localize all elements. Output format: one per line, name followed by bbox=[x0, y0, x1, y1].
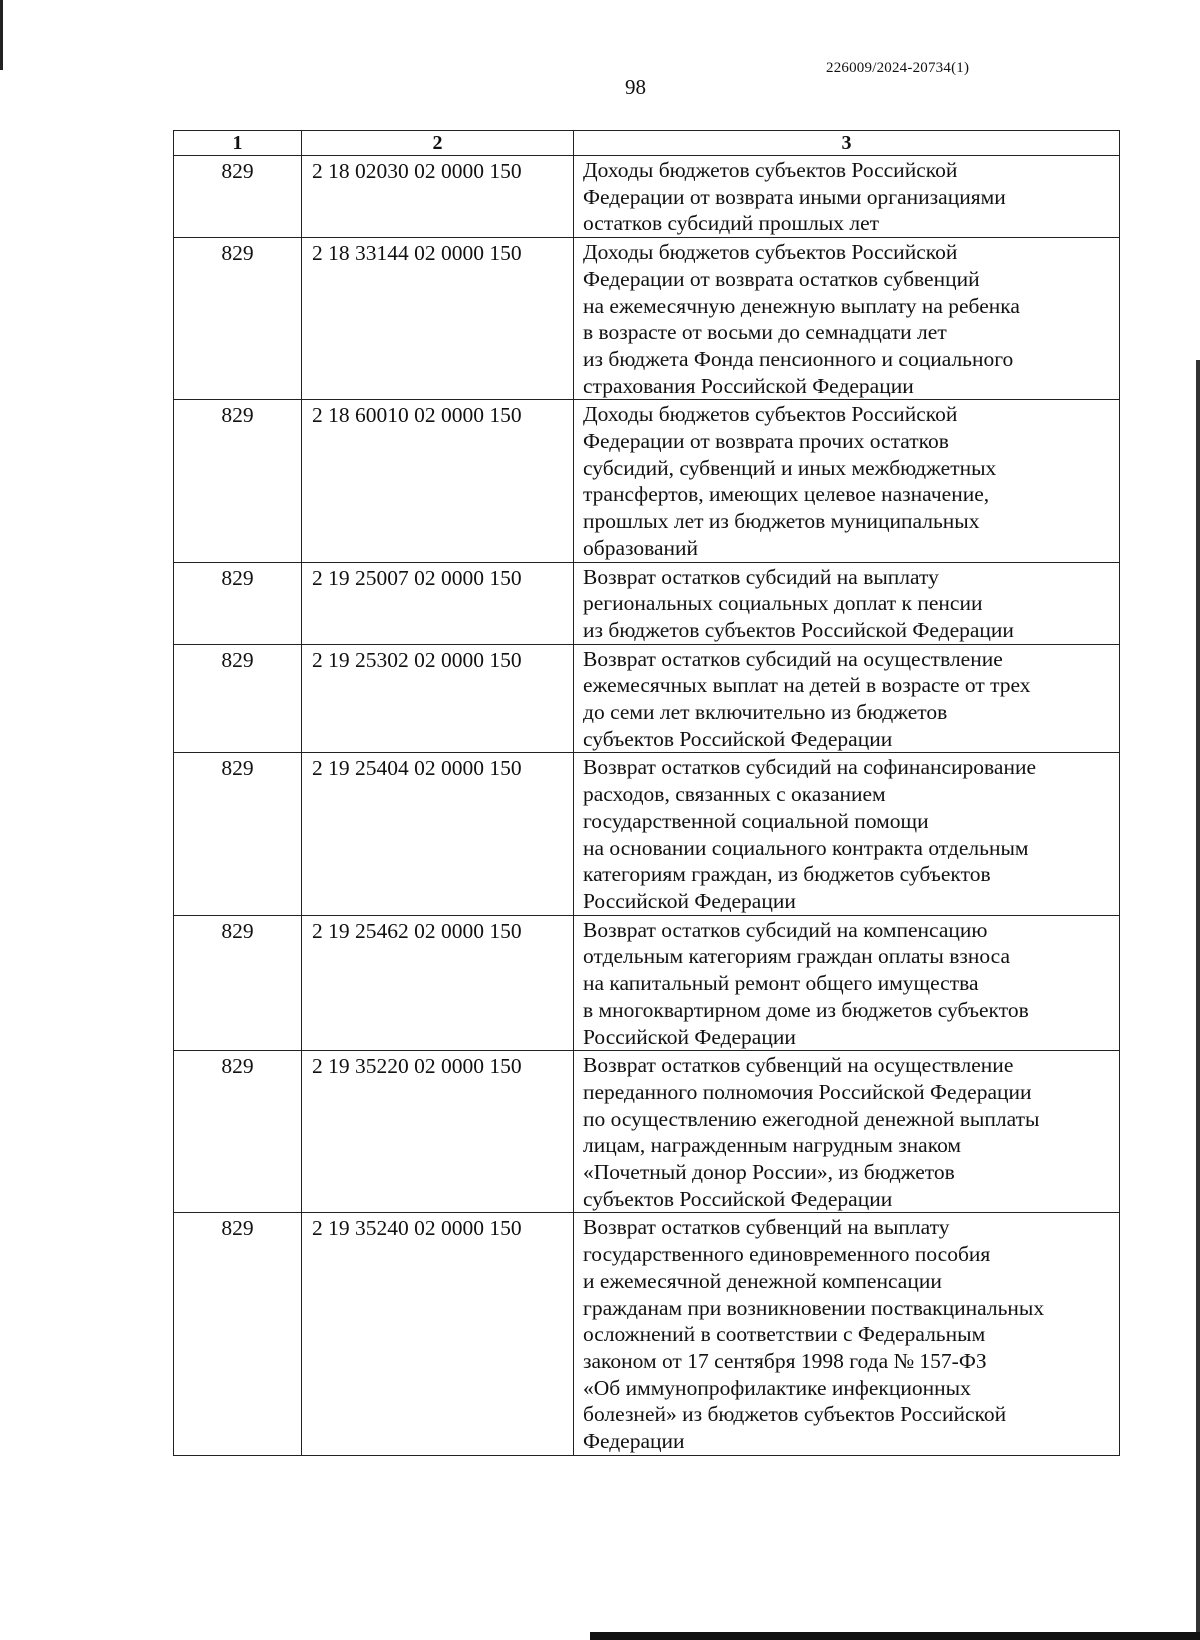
budget-codes-table bbox=[173, 130, 1120, 1456]
scan-edge-left bbox=[0, 0, 3, 70]
budget-code-cell: 2 18 02030 02 0000 150 bbox=[302, 156, 574, 238]
description-cell bbox=[574, 1051, 1120, 1213]
description-line: «Почетный донор России», из бюджетов bbox=[583, 1160, 955, 1185]
description-line: по осуществлению ежегодной денежной выплаты bbox=[583, 1106, 1040, 1131]
description-line: в возрасте от восьми до семнадцати лет bbox=[583, 320, 947, 345]
budget-code-cell: 2 18 60010 02 0000 150 bbox=[302, 400, 574, 562]
description-line: субъектов Российской Федерации bbox=[583, 1186, 893, 1211]
table-row bbox=[174, 400, 1120, 562]
description-line: остатков субсидий прошлых лет bbox=[583, 211, 880, 236]
description-line: из бюджетов субъектов Российской Федерации bbox=[583, 617, 1014, 642]
description-line: Доходы бюджетов субъектов Российской bbox=[583, 402, 958, 427]
description-line: субсидий, субвенций и иных межбюджетных bbox=[583, 455, 997, 480]
description-cell bbox=[574, 238, 1120, 400]
description-line: переданного полномочия Российской Федерации bbox=[583, 1079, 1032, 1104]
scan-edge-right bbox=[1196, 360, 1200, 1640]
description-cell bbox=[574, 562, 1120, 644]
admin-code-cell: 829 bbox=[174, 156, 302, 238]
description-line: и ежемесячной денежной компенсации bbox=[583, 1268, 942, 1293]
admin-code-cell: 829 bbox=[174, 400, 302, 562]
description-line: образований bbox=[583, 535, 699, 560]
description-line: Доходы бюджетов субъектов Российской bbox=[583, 240, 958, 265]
description-line: на капитальный ремонт общего имущества bbox=[583, 971, 979, 996]
description-cell bbox=[574, 400, 1120, 562]
budget-code-cell: 2 18 33144 02 0000 150 bbox=[302, 238, 574, 400]
scan-edge-bottom bbox=[590, 1632, 1200, 1640]
table-row bbox=[174, 562, 1120, 644]
description-line: законом от 17 сентября 1998 года № 157-ФЗ bbox=[583, 1348, 987, 1373]
description-line: Возврат остатков субсидий на выплату bbox=[583, 564, 939, 589]
table-row bbox=[174, 156, 1120, 238]
budget-code-cell: 2 19 25007 02 0000 150 bbox=[302, 562, 574, 644]
budget-code-cell: 2 19 25404 02 0000 150 bbox=[302, 753, 574, 915]
description-cell bbox=[574, 156, 1120, 238]
description-line: Возврат остатков субсидий на осуществление bbox=[583, 646, 1003, 671]
budget-code-cell: 2 19 35220 02 0000 150 bbox=[302, 1051, 574, 1213]
description-line: региональных социальных доплат к пенсии bbox=[583, 591, 983, 616]
table-row bbox=[174, 1213, 1120, 1455]
description-line: Возврат остатков субвенций на выплату bbox=[583, 1215, 950, 1240]
description-cell bbox=[574, 915, 1120, 1051]
description-line: государственной социальной помощи bbox=[583, 808, 929, 833]
budget-code-cell: 2 19 25462 02 0000 150 bbox=[302, 915, 574, 1051]
description-line: лицам, награжденным нагрудным знаком bbox=[583, 1133, 962, 1158]
admin-code-cell: 829 bbox=[174, 562, 302, 644]
description-line: ежемесячных выплат на детей в возрасте от трех bbox=[583, 673, 1031, 698]
description-line: на ежемесячную денежную выплату на ребенка bbox=[583, 293, 1020, 318]
registration-number: 226009/2024-20734(1) bbox=[826, 60, 970, 76]
table-row bbox=[174, 1051, 1120, 1213]
description-line: Федерации от возврата иными организациями bbox=[583, 184, 1006, 209]
description-cell bbox=[574, 644, 1120, 753]
description-line: Доходы бюджетов субъектов Российской bbox=[583, 158, 958, 182]
description-cell bbox=[574, 753, 1120, 915]
description-line: расходов, связанных с оказанием bbox=[583, 782, 886, 807]
description-cell bbox=[574, 1213, 1120, 1455]
description-line: гражданам при возникновении поствакцинальных bbox=[583, 1295, 1045, 1320]
description-line: из бюджета Фонда пенсионного и социального bbox=[583, 346, 1014, 371]
description-line: страхования Российской Федерации bbox=[583, 373, 914, 398]
description-line: Российской Федерации bbox=[583, 1024, 796, 1049]
description-line: до семи лет включительно из бюджетов bbox=[583, 700, 948, 725]
description-line: на основании социального контракта отдельным bbox=[583, 835, 1029, 860]
page-number: 98 bbox=[625, 75, 646, 99]
admin-code-cell: 829 bbox=[174, 1213, 302, 1455]
description-line: государственного единовременного пособия bbox=[583, 1242, 991, 1267]
description-line: трансфертов, имеющих целевое назначение, bbox=[583, 482, 990, 507]
description-line: Федерации от возврата прочих остатков bbox=[583, 429, 949, 454]
column-header-3: 3 bbox=[574, 131, 1120, 156]
description-line: прошлых лет из бюджетов муниципальных bbox=[583, 509, 980, 534]
table-body bbox=[174, 156, 1120, 1456]
description-line: болезней» из бюджетов субъектов Российской bbox=[583, 1402, 1007, 1427]
table-row bbox=[174, 915, 1120, 1051]
description-line: субъектов Российской Федерации bbox=[583, 726, 893, 751]
admin-code-cell: 829 bbox=[174, 644, 302, 753]
description-line: в многоквартирном доме из бюджетов субъектов bbox=[583, 997, 1029, 1022]
admin-code-cell: 829 bbox=[174, 238, 302, 400]
column-header-2: 2 bbox=[302, 131, 574, 156]
table-row bbox=[174, 753, 1120, 915]
admin-code-cell: 829 bbox=[174, 915, 302, 1051]
description-line: отдельным категориям граждан оплаты взноса bbox=[583, 944, 1011, 969]
description-line: Федерации от возврата остатков субвенций bbox=[583, 266, 980, 291]
budget-code-cell: 2 19 25302 02 0000 150 bbox=[302, 644, 574, 753]
table-header-row bbox=[174, 131, 1120, 156]
description-line: Федерации bbox=[583, 1429, 685, 1454]
description-line: Возврат остатков субсидий на софинансирование bbox=[583, 755, 1037, 780]
description-line: осложнений в соответствии с Федеральным bbox=[583, 1322, 986, 1347]
description-line: категориям граждан, из бюджетов субъектов bbox=[583, 862, 991, 887]
description-line: Российской Федерации bbox=[583, 888, 796, 913]
table-row bbox=[174, 644, 1120, 753]
table-row bbox=[174, 238, 1120, 400]
admin-code-cell: 829 bbox=[174, 753, 302, 915]
description-line: Возврат остатков субсидий на компенсацию bbox=[583, 917, 988, 942]
admin-code-cell: 829 bbox=[174, 1051, 302, 1213]
column-header-1: 1 bbox=[174, 131, 302, 156]
budget-code-cell: 2 19 35240 02 0000 150 bbox=[302, 1213, 574, 1455]
description-line: «Об иммунопрофилактике инфекционных bbox=[583, 1375, 971, 1400]
description-line: Возврат остатков субвенций на осуществление bbox=[583, 1053, 1014, 1078]
